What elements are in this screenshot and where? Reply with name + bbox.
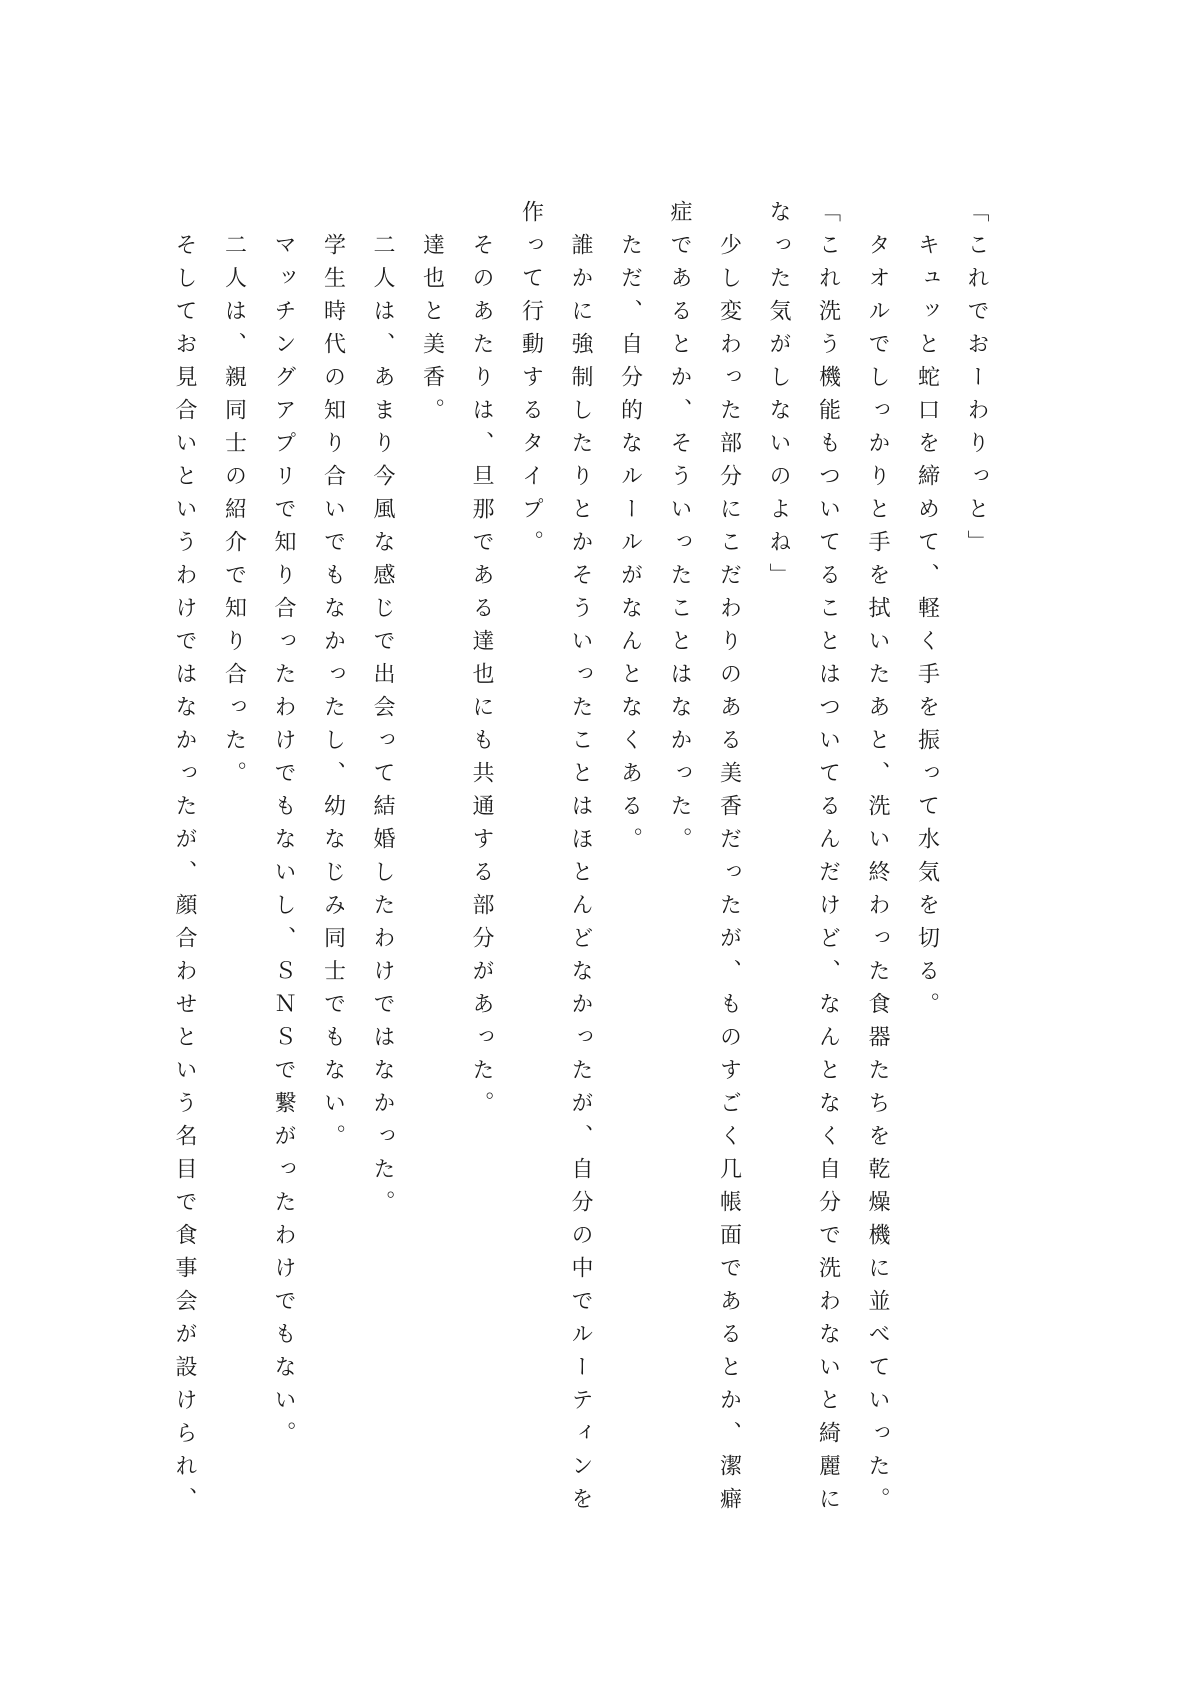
text-line: 達也と美香。 — [419, 200, 445, 431]
text-line: タオルでしっかりと手を拭いたあと、洗い終わった食器たちを乾燥機に並べていった。 — [865, 200, 890, 1520]
text-line: マッチングアプリで知り合ったわけでもないし、ＳＮＳで繋がったわけでもない。 — [271, 200, 296, 1454]
text-line: そしてお見合いというわけではなかったが、顔合わせという名目で食事会が設けられ、 — [172, 200, 197, 1520]
text-line: 作って行動するタイプ。 — [518, 200, 544, 563]
text-line: 少し変わった部分にこだわりのある美香だったが、ものすごく几帳面であるとか、潔癖 — [716, 200, 742, 1520]
text-line: 「これでおーわりっと」 — [964, 200, 989, 563]
text-line: 二人は、あまり今風な感じで出会って結婚したわけではなかった。 — [370, 200, 395, 1223]
vertical-text-body — [160, 200, 1002, 1560]
text-line: キュッと蛇口を締めて、軽く手を振って水気を切る。 — [914, 200, 940, 1025]
text-line: 誰かに強制したりとかそういったことはほとんどなかったが、自分の中でルーティンを — [568, 200, 593, 1520]
text-line: そのあたりは、旦那である達也にも共通する部分があった。 — [469, 200, 494, 1124]
text-line: 二人は、親同士の紹介で知り合った。 — [221, 200, 247, 794]
text-line: なった気がしないのよね」 — [766, 200, 791, 596]
text-line: ただ、自分的なルールがなんとなくある。 — [617, 200, 643, 860]
text-line: 「これ洗う機能もついてることはついてるんだけど、なんとなく自分で洗わないと綺麗に — [815, 200, 841, 1520]
text-line: 症であるとか、そういったことはなかった。 — [667, 200, 692, 860]
text-line: 学生時代の知り合いでもなかったし、幼なじみ同士でもない。 — [320, 200, 346, 1157]
